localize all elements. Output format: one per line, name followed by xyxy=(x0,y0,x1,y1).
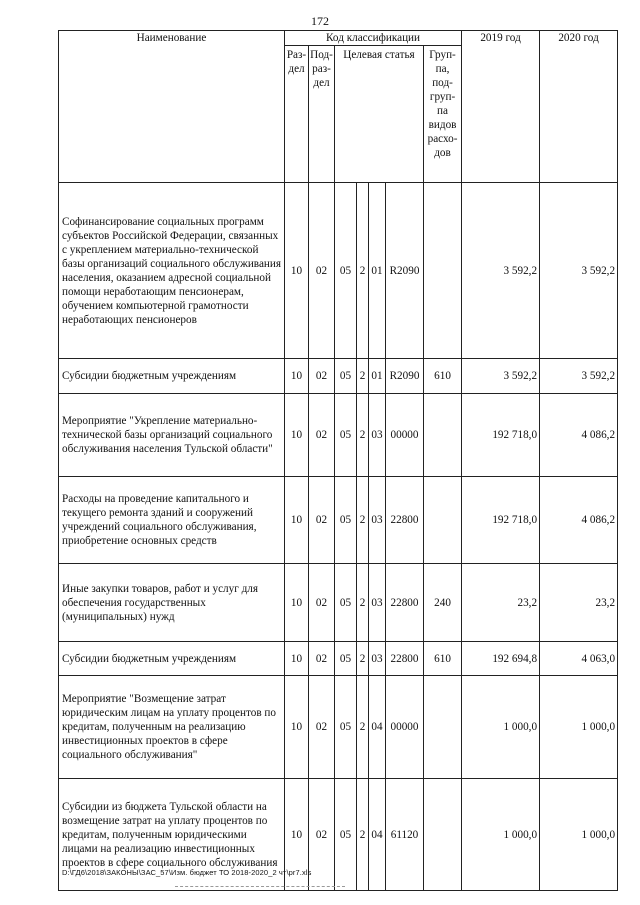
row-name: Расходы на проведение капитального и текущего ремонта зданий и сооружений учреждений социального обслуживания, приобретение основных средств xyxy=(59,477,285,564)
row-amount-2020: 4 063,0 xyxy=(540,642,618,676)
footer-divider xyxy=(175,886,345,887)
row-target-direction: 00000 xyxy=(386,394,424,477)
table-row xyxy=(59,359,618,394)
row-expense-group xyxy=(424,394,462,477)
row-name: Мероприятие "Укрепление материально-технической базы организаций социального обслуживания населения Тульской области" xyxy=(59,394,285,477)
row-target-direction: R2090 xyxy=(386,183,424,359)
header-section-text: Раз- дел xyxy=(286,49,307,75)
row-target-program: 05 xyxy=(335,359,357,394)
row-subsection: 02 xyxy=(309,564,335,642)
header-subsection xyxy=(309,46,335,183)
table-body xyxy=(59,183,618,891)
table-row xyxy=(59,642,618,676)
header-section xyxy=(285,46,309,183)
row-expense-group: 240 xyxy=(424,564,462,642)
row-name: Иные закупки товаров, работ и услуг для обеспечения государственных (муниципальных) нужд xyxy=(59,564,285,642)
row-amount-2020: 1 000,0 xyxy=(540,779,618,891)
table-row xyxy=(59,676,618,779)
row-expense-group: 610 xyxy=(424,642,462,676)
row-target-event: 03 xyxy=(369,477,386,564)
row-target-type: 2 xyxy=(357,394,369,477)
row-target-direction: 22800 xyxy=(386,642,424,676)
row-subsection: 02 xyxy=(309,183,335,359)
row-section: 10 xyxy=(285,394,309,477)
row-target-program: 05 xyxy=(335,676,357,779)
header-year-2020: 2020 год xyxy=(540,31,618,183)
table-row xyxy=(59,564,618,642)
row-subsection: 02 xyxy=(309,359,335,394)
row-target-program: 05 xyxy=(335,183,357,359)
header-row-top xyxy=(59,31,618,46)
row-amount-2020: 3 592,2 xyxy=(540,183,618,359)
row-subsection: 02 xyxy=(309,394,335,477)
row-target-program: 05 xyxy=(335,779,357,891)
row-target-program: 05 xyxy=(335,394,357,477)
header-year-2019: 2019 год xyxy=(462,31,540,183)
row-amount-2020: 23,2 xyxy=(540,564,618,642)
row-expense-group xyxy=(424,183,462,359)
row-amount-2019: 3 592,2 xyxy=(462,359,540,394)
row-target-type: 2 xyxy=(357,676,369,779)
row-target-type: 2 xyxy=(357,183,369,359)
row-section: 10 xyxy=(285,477,309,564)
row-target-event: 03 xyxy=(369,394,386,477)
row-name: Субсидии из бюджета Тульской области на возмещение затрат на уплату процентов по кредитам, полученным юридическими лицами на реализацию инвестиционных проектов в сфере социального обслуживания xyxy=(59,779,285,891)
row-target-event: 03 xyxy=(369,642,386,676)
row-expense-group: 610 xyxy=(424,359,462,394)
row-subsection: 02 xyxy=(309,779,335,891)
header-code: Код классификации xyxy=(285,31,462,46)
row-name: Мероприятие "Возмещение затрат юридическим лицам на уплату процентов по кредитам, полученным на реализацию инвестиционных проектов в сфере социального обслуживания" xyxy=(59,676,285,779)
row-amount-2019: 192 718,0 xyxy=(462,477,540,564)
header-expense-group xyxy=(424,46,462,183)
row-expense-group xyxy=(424,779,462,891)
row-target-type: 2 xyxy=(357,477,369,564)
row-section: 10 xyxy=(285,183,309,359)
table-row xyxy=(59,394,618,477)
row-amount-2019: 1 000,0 xyxy=(462,779,540,891)
row-target-event: 04 xyxy=(369,676,386,779)
header-group-text: Груп- па, под- груп- па видов расхо- дов xyxy=(427,49,458,159)
row-target-direction: 61120 xyxy=(386,779,424,891)
header-subsection-text: Под- раз- дел xyxy=(310,49,333,89)
header-target-article: Целевая статья xyxy=(335,46,424,183)
file-path-footer: D:\ГД6\2018\ЗАКОНЫ\ЗАС_57\Изм. бюджет ТО 2018-2020_2 чт\pr7.xls xyxy=(62,868,312,877)
budget-table xyxy=(58,30,618,891)
row-target-direction: 22800 xyxy=(386,564,424,642)
row-target-type: 2 xyxy=(357,359,369,394)
row-amount-2020: 3 592,2 xyxy=(540,359,618,394)
row-amount-2019: 192 718,0 xyxy=(462,394,540,477)
row-amount-2019: 3 592,2 xyxy=(462,183,540,359)
row-amount-2019: 1 000,0 xyxy=(462,676,540,779)
page-number: 172 xyxy=(311,14,329,28)
row-target-event: 01 xyxy=(369,183,386,359)
row-expense-group xyxy=(424,676,462,779)
row-amount-2020: 4 086,2 xyxy=(540,394,618,477)
row-target-program: 05 xyxy=(335,642,357,676)
row-name: Субсидии бюджетным учреждениям xyxy=(59,359,285,394)
row-target-direction: 22800 xyxy=(386,477,424,564)
row-target-event: 01 xyxy=(369,359,386,394)
row-target-type: 2 xyxy=(357,779,369,891)
row-expense-group xyxy=(424,477,462,564)
row-target-event: 03 xyxy=(369,564,386,642)
row-name: Софинансирование социальных программ субъектов Российской Федерации, связанных с укреплением материально-технической базы организаций социального обслуживания населения, оказанием адресной социальной помощи неработающим пенсионерам, обучением компьютерной грамотности неработающих пенсионеров xyxy=(59,183,285,359)
table-row xyxy=(59,183,618,359)
header-name: Наименование xyxy=(59,31,285,183)
row-name: Субсидии бюджетным учреждениям xyxy=(59,642,285,676)
row-subsection: 02 xyxy=(309,477,335,564)
row-amount-2020: 1 000,0 xyxy=(540,676,618,779)
row-amount-2019: 23,2 xyxy=(462,564,540,642)
row-section: 10 xyxy=(285,359,309,394)
row-subsection: 02 xyxy=(309,642,335,676)
table-row xyxy=(59,477,618,564)
row-subsection: 02 xyxy=(309,676,335,779)
row-section: 10 xyxy=(285,642,309,676)
row-target-direction: R2090 xyxy=(386,359,424,394)
row-target-type: 2 xyxy=(357,642,369,676)
row-target-event: 04 xyxy=(369,779,386,891)
row-section: 10 xyxy=(285,779,309,891)
row-target-type: 2 xyxy=(357,564,369,642)
row-target-program: 05 xyxy=(335,477,357,564)
row-amount-2019: 192 694,8 xyxy=(462,642,540,676)
row-target-program: 05 xyxy=(335,564,357,642)
row-target-direction: 00000 xyxy=(386,676,424,779)
row-section: 10 xyxy=(285,676,309,779)
row-amount-2020: 4 086,2 xyxy=(540,477,618,564)
row-section: 10 xyxy=(285,564,309,642)
